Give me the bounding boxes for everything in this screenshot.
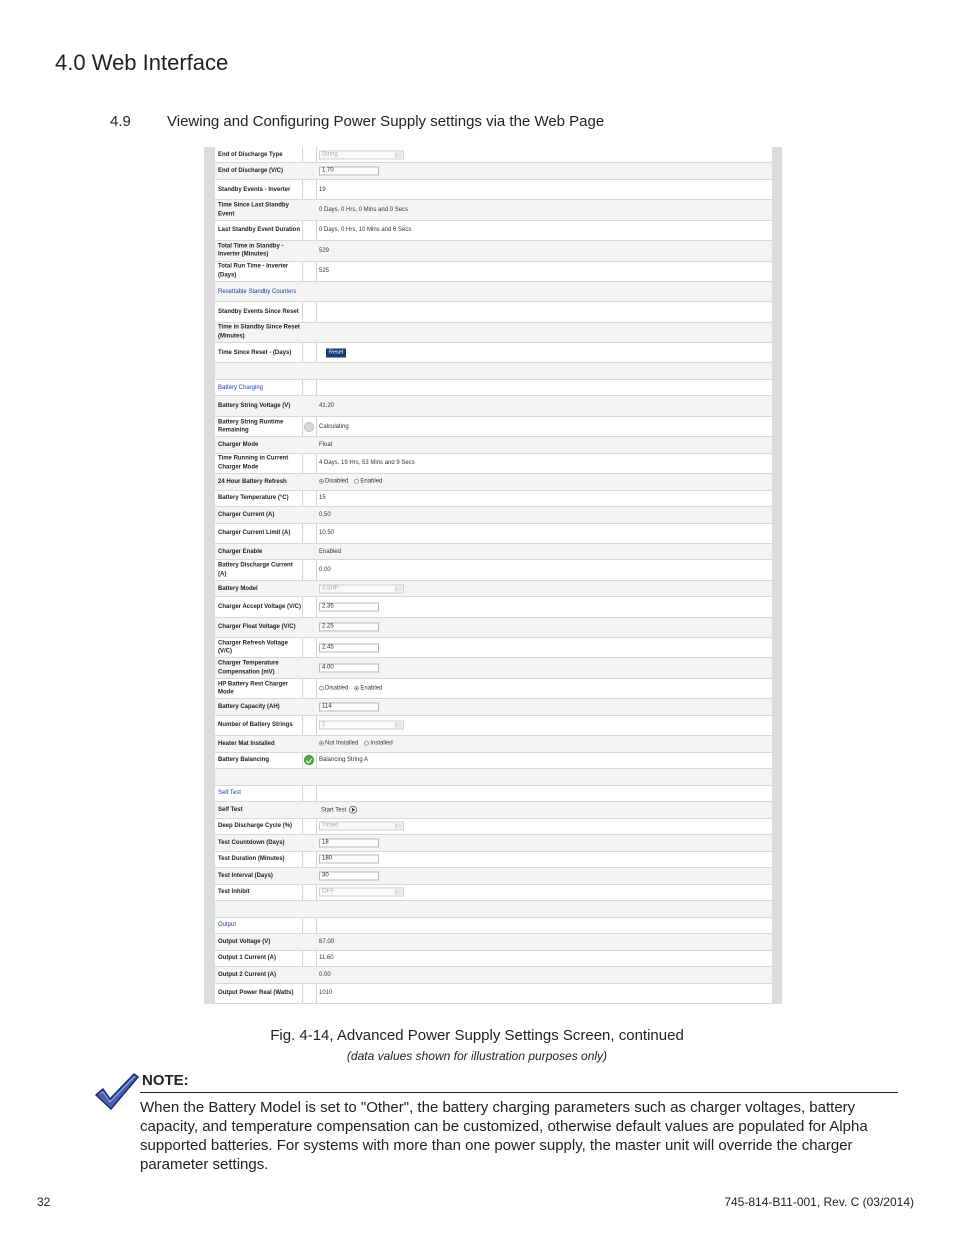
settings-row (215, 343, 772, 363)
settings-row (215, 597, 772, 617)
settings-row (215, 474, 772, 490)
settings-row-label: Charger Enable (218, 548, 263, 555)
value-input[interactable]: 30 (319, 871, 379, 880)
settings-row-label: Battery String Voltage (V) (218, 402, 291, 409)
settings-row (215, 716, 772, 736)
settings-row-value: 4 Days, 19 Hrs, 53 Mins and 9 Secs (319, 460, 415, 467)
settings-row-label: Charger Temperature Compensation (mV) (218, 660, 279, 676)
settings-row-label: Total Run Time - Inverter (Days) (218, 263, 289, 279)
settings-row (215, 163, 772, 179)
settings-row-label: Battery String Runtime Remaining (218, 419, 284, 434)
radio-label: Enabled (360, 478, 383, 485)
value-select[interactable]: String (319, 150, 404, 159)
settings-row-label: Number of Battery Strings (218, 722, 293, 729)
settings-row-value: 15 (319, 495, 326, 502)
settings-row (215, 363, 772, 379)
value-select[interactable]: 2 (319, 721, 404, 730)
radio-button[interactable] (364, 741, 369, 746)
settings-row (215, 380, 772, 396)
settings-row (215, 885, 772, 901)
settings-row-value: 11.60 (319, 955, 334, 962)
settings-row-label: Output Power Real (Watts) (218, 990, 294, 997)
value-input[interactable]: 2.35 (319, 602, 379, 611)
page-number: 32 (37, 1195, 51, 1209)
settings-row-value (319, 684, 388, 693)
settings-row (215, 241, 772, 261)
settings-row (215, 753, 772, 769)
settings-row (215, 819, 772, 835)
settings-row (215, 396, 772, 416)
figure-caption: Fig. 4-14, Advanced Power Supply Settings Screen, continued (270, 1027, 684, 1044)
settings-row-value (319, 871, 379, 880)
settings-row-value (321, 806, 357, 815)
radio-label: Enabled (360, 685, 383, 692)
settings-row (215, 282, 772, 302)
settings-row (215, 699, 772, 715)
settings-row-value (319, 584, 404, 593)
settings-row (215, 638, 772, 658)
settings-row-label: Test Interval (Days) (218, 872, 273, 879)
settings-row-label: Charger Refresh Voltage (V/C) (218, 640, 288, 655)
settings-row-value (319, 167, 379, 176)
settings-row (215, 868, 772, 884)
settings-row (215, 618, 772, 638)
settings-row (215, 302, 772, 322)
settings-row-value (319, 822, 404, 831)
settings-row (215, 769, 772, 785)
settings-row-label: Battery Discharge Current (A) (218, 562, 293, 578)
settings-row (215, 180, 772, 200)
settings-row-value (319, 838, 379, 847)
settings-screenshot (204, 147, 782, 1004)
section-heading (110, 113, 604, 130)
settings-row-label: Test Duration (Minutes) (218, 856, 285, 863)
settings-row (215, 934, 772, 950)
radio-button[interactable] (319, 479, 324, 484)
settings-row-value (326, 348, 346, 357)
value-select[interactable]: Timed (319, 822, 404, 831)
settings-row-label: Test Inhibit (218, 889, 250, 896)
settings-row (215, 323, 772, 343)
reset-button[interactable]: Reset (326, 348, 346, 357)
value-input[interactable]: 2.25 (319, 623, 379, 632)
settings-row (215, 417, 772, 437)
settings-row-label: Time in Standby Since Reset (Minutes) (218, 324, 300, 340)
settings-row (215, 918, 772, 934)
settings-row-value (319, 478, 388, 487)
play-icon[interactable] (349, 806, 357, 814)
settings-row-value: 529 (319, 247, 330, 254)
value-select[interactable]: OFF (319, 888, 404, 897)
settings-row-label: End of Discharge Type (218, 151, 283, 158)
settings-row-label: 24 Hour Battery Refresh (218, 478, 287, 485)
settings-row-label: Battery Capacity (AH) (218, 703, 280, 710)
settings-row-value: 10.50 (319, 530, 335, 537)
start-test-label[interactable]: Start Test (321, 807, 347, 814)
settings-row (215, 802, 772, 818)
settings-row-label: Battery Temperature (°C) (218, 495, 289, 502)
figure-subcaption: (data values shown for illustration purposes only) (346, 1049, 608, 1063)
settings-row-value (319, 888, 404, 897)
settings-row-label: HP Battery Rest Charger Mode (218, 681, 288, 696)
settings-row-label: Battery Balancing (218, 757, 270, 764)
settings-row (215, 951, 772, 967)
settings-row-value: 0.00 (319, 971, 331, 978)
settings-row-label: Total Time in Standby - Inverter (Minutes) (218, 243, 284, 258)
settings-row-value: Float (319, 441, 333, 448)
settings-row-value: 0 Days, 0 Hrs, 10 Mins and 6 Secs (319, 227, 412, 234)
radio-label: Not Installed (325, 740, 359, 747)
settings-row-label: Time Since Reset - (Days) (218, 349, 292, 356)
settings-row-label: Self Test (218, 806, 243, 813)
settings-row-value: 0 Days, 0 Hrs, 0 Mins and 0 Secs (319, 207, 409, 214)
page-title: 4.0 Web Interface (55, 50, 229, 75)
section-title: Viewing and Configuring Power Supply settings via the Web Page (167, 113, 605, 130)
settings-row (215, 658, 772, 678)
settings-row-label: Heater Mat Installed (218, 740, 275, 747)
settings-row-label: Time Since Last Standby Event (218, 202, 289, 218)
settings-row (215, 524, 772, 544)
settings-section-header: Resettable Standby Counters (218, 288, 297, 295)
checkmark-icon (94, 1071, 140, 1111)
settings-section-header: Output (218, 922, 237, 929)
settings-row-value (319, 623, 379, 632)
settings-row (215, 454, 772, 474)
settings-row (215, 736, 772, 752)
settings-row-label: Output 1 Current (A) (218, 955, 276, 962)
settings-row-value: Enabled (319, 548, 342, 555)
settings-row-value (319, 740, 399, 749)
settings-row-value (319, 150, 404, 159)
settings-row-label: Battery Model (218, 585, 258, 592)
settings-row-value: 1010 (319, 990, 333, 997)
settings-row-value: 87.00 (319, 938, 335, 945)
settings-row-value: 0.50 (319, 511, 331, 518)
settings-row-label: Test Countdown (Days) (218, 839, 285, 846)
value-select[interactable]: 4.5HP (319, 584, 404, 593)
note-body: When the Battery Model is set to "Other", the battery charging parameters such as charger voltages, battery capacity, and temperature compensation can be customized, otherwise default values are populated for Alpha supported batteries. For systems with more than one power supply, the master unit will override the charger parameter settings. (140, 1099, 868, 1173)
radio-label: Installed (370, 740, 393, 747)
settings-row-value: 41.20 (319, 403, 335, 410)
settings-row-value (319, 855, 379, 864)
settings-row-value (319, 664, 379, 673)
settings-row (215, 491, 772, 507)
settings-row (215, 581, 772, 597)
settings-row-value: Calculating (319, 423, 349, 430)
settings-row-value: 0.00 (319, 567, 331, 574)
settings-row (215, 507, 772, 523)
settings-row (215, 560, 772, 580)
settings-row-label: End of Discharge (V/C) (218, 167, 284, 174)
value-input[interactable]: 2.45 (319, 643, 379, 652)
document-id: 745-814-B11-001, Rev. C (03/2014) (724, 1195, 914, 1209)
section-number: 4.9 (110, 113, 131, 130)
settings-row (215, 786, 772, 802)
settings-row-label: Charger Mode (218, 441, 259, 448)
settings-row (215, 437, 772, 453)
settings-row-label: Last Standby Event Duration (218, 227, 301, 234)
settings-row (215, 835, 772, 851)
settings-row-label: Standby Events Since Reset (218, 308, 299, 315)
radio-label: Disabled (325, 685, 349, 692)
settings-row (215, 984, 772, 1004)
value-input[interactable]: 180 (319, 855, 379, 864)
settings-row-value (319, 721, 404, 730)
settings-row (215, 221, 772, 241)
note-heading: NOTE: (142, 1072, 189, 1089)
settings-row-value (319, 702, 379, 711)
settings-row-value (319, 602, 379, 611)
settings-row (215, 544, 772, 560)
radio-button[interactable] (354, 479, 359, 484)
note-divider (140, 1092, 898, 1093)
settings-row-label: Output Voltage (V) (218, 938, 271, 945)
settings-row (215, 200, 772, 220)
settings-row-label: Charger Current Limit (A) (218, 530, 291, 536)
settings-section-header: Self Test (218, 790, 241, 797)
settings-row-value: Balancing String A (319, 757, 369, 764)
settings-row-value: 525 (319, 268, 330, 275)
settings-row-value (319, 643, 379, 652)
radio-button[interactable] (319, 686, 324, 691)
settings-row-label: Charger Float Voltage (V/C) (218, 624, 296, 631)
settings-row (215, 852, 772, 868)
value-input[interactable]: 4.00 (319, 664, 379, 673)
settings-section-header: Battery Charging (218, 384, 264, 391)
radio-button[interactable] (354, 686, 359, 691)
value-input[interactable]: 114 (319, 702, 379, 711)
settings-row (215, 262, 772, 282)
settings-row-label: Time Running in Current Charger Mode (218, 455, 289, 471)
value-input[interactable]: 1.70 (319, 167, 379, 176)
settings-row (215, 147, 772, 163)
status-ok-icon (304, 755, 314, 765)
settings-row-label: Charger Current (A) (218, 511, 275, 518)
radio-button[interactable] (319, 741, 324, 746)
settings-row (215, 901, 772, 917)
settings-row (215, 967, 772, 983)
value-input[interactable]: 18 (319, 838, 379, 847)
settings-row (215, 679, 772, 699)
radio-label: Disabled (325, 478, 349, 485)
settings-row-label: Charger Accept Voltage (V/C) (218, 603, 302, 610)
settings-row-value: 19 (319, 186, 326, 193)
info-icon (304, 422, 314, 432)
settings-row-label: Output 2 Current (A) (218, 971, 276, 978)
settings-row-label: Standby Events - Inverter (218, 186, 291, 193)
settings-row-label: Deep Discharge Cycle (%) (218, 823, 293, 830)
